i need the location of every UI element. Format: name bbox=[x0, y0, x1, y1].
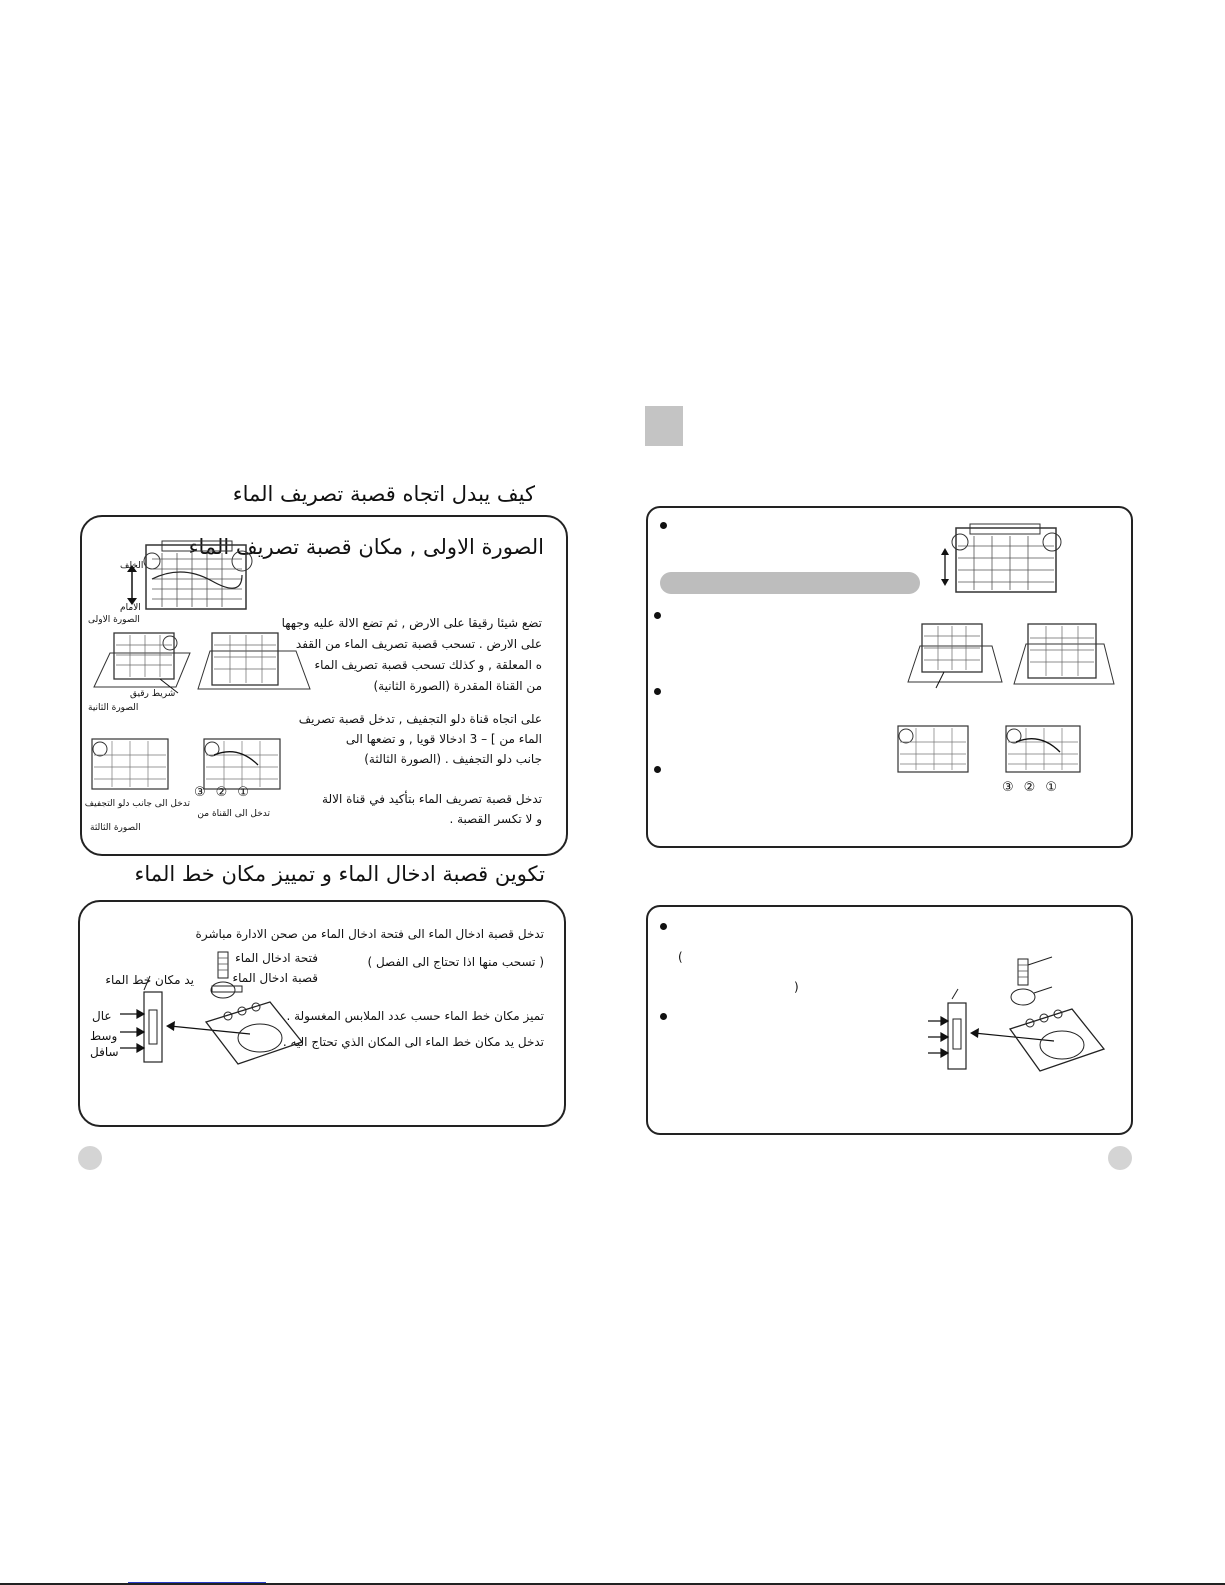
back-label: الخلف bbox=[120, 561, 144, 571]
left-page-number-circle bbox=[78, 1146, 102, 1170]
marker-3: ③ bbox=[194, 785, 216, 800]
paren-close: ) bbox=[794, 980, 799, 994]
strap-label: شريط رقيق bbox=[130, 689, 176, 699]
right-washer-mat-figure bbox=[904, 620, 1114, 690]
washer-on-mat-figure-2 bbox=[90, 629, 290, 695]
p1-line-4: من القناة المقدرة (الصورة الثانية) bbox=[373, 679, 542, 693]
bullet-1 bbox=[660, 522, 667, 529]
bullet-6 bbox=[660, 1013, 667, 1020]
right-marker-1: ① bbox=[1045, 780, 1067, 795]
bullet-2 bbox=[654, 612, 661, 619]
drain-hose-box-title: الصورة الاولى , مكان قصبة تصريف الماء bbox=[188, 535, 544, 559]
paren-open: ( bbox=[678, 950, 683, 964]
bullet-3 bbox=[654, 688, 661, 695]
into-channel-label: تدخل الى القناة من bbox=[197, 809, 270, 819]
p1-line-1: تضع شيئا رقيقا على الارض , ثم تضع الالة عليه وجهها bbox=[281, 616, 542, 630]
right-inlet-box bbox=[646, 905, 1133, 1135]
figure-3-markers bbox=[194, 785, 259, 801]
drain-paragraph-3 bbox=[322, 789, 542, 829]
drain-paragraph-1 bbox=[282, 613, 542, 697]
inlet-hose-section-title: تكوين قصبة ادخال الماء و تمييز مكان خط الماء bbox=[134, 862, 545, 886]
front-label: الامام bbox=[120, 603, 141, 613]
water-level-diagram bbox=[120, 952, 310, 1072]
washer-top-figure-1 bbox=[142, 539, 262, 619]
bullet-5 bbox=[660, 923, 667, 930]
right-washer-top-figure bbox=[940, 522, 1070, 598]
right-water-level-diagram bbox=[918, 959, 1108, 1079]
subtitle-pill bbox=[660, 572, 920, 594]
inlet-line-2: ( تسحب منها اذا تحتاج الى الفصل ) bbox=[367, 955, 544, 969]
inlet-opening-label: فتحة ادخال الماء bbox=[235, 951, 318, 965]
drain-hose-box bbox=[80, 515, 568, 856]
right-marker-2: ② bbox=[1023, 780, 1046, 795]
double-arrow-icon bbox=[126, 565, 138, 605]
figure-2-caption: الصورة الثانية bbox=[88, 703, 139, 713]
inlet-hose-label: قصبة ادخال الماء bbox=[232, 971, 318, 985]
right-marker-3: ③ bbox=[1002, 780, 1024, 795]
level-medium-label: وسط bbox=[90, 1029, 118, 1043]
right-drain-box bbox=[646, 506, 1133, 848]
figure-1-caption: الصورة الاولى bbox=[88, 615, 140, 625]
level-low-label: سافل bbox=[90, 1045, 119, 1059]
marker-2: ② bbox=[215, 785, 238, 800]
right-figure-markers bbox=[1002, 780, 1067, 796]
p2-line-1: على اتجاه قناة دلو التجفيف , تدخل قصبة تصريف bbox=[298, 712, 542, 726]
p2-line-2: الماء من ] – 3 ادخالا قويا , و تضعها الى bbox=[345, 732, 542, 746]
p1-line-3: ه المعلقة , و كذلك تسحب قصبة تصريف الماء bbox=[314, 658, 542, 672]
p3-line-1: تدخل قصبة تصريف الماء بتأكيد في قناة الالة bbox=[322, 792, 542, 806]
side-of-dryer-label: تدخل الى جانب دلو التجفيف bbox=[84, 799, 190, 809]
inlet-line-3: تميز مكان خط الماء حسب عدد الملابس المغسولة . bbox=[286, 1009, 544, 1023]
water-level-handle-label: يد مكان خط الماء bbox=[105, 973, 194, 987]
inlet-line-1: تدخل قصبة ادخال الماء الى فتحة ادخال الماء من صحن الادارة مباشرة bbox=[195, 927, 544, 941]
p2-line-3: جانب دلو التجفيف . (الصورة الثالثة) bbox=[364, 752, 542, 766]
level-high-label: عال bbox=[92, 1009, 112, 1023]
marker-1: ① bbox=[237, 785, 259, 800]
inlet-line-4: تدخل يد مكان خط الماء الى المكان الذي تحتاج اليه . bbox=[282, 1035, 544, 1049]
bullet-4 bbox=[654, 766, 661, 773]
p3-line-2: و لا تكسر القصبة . bbox=[449, 812, 542, 826]
drain-hose-section-title: كيف يبدل اتجاه قصبة تصريف الماء bbox=[232, 482, 535, 506]
right-washer-drain-figure bbox=[894, 722, 1094, 782]
figure-3-caption: الصورة الثالثة bbox=[90, 823, 141, 833]
right-page-number-circle bbox=[1108, 1146, 1132, 1170]
section-marker-square bbox=[645, 406, 683, 446]
p1-line-2: على الارض . تسحب قصبة تصريف الماء من القفد bbox=[295, 637, 542, 651]
drain-paragraph-2 bbox=[299, 709, 542, 769]
inlet-hose-box bbox=[78, 900, 566, 1127]
